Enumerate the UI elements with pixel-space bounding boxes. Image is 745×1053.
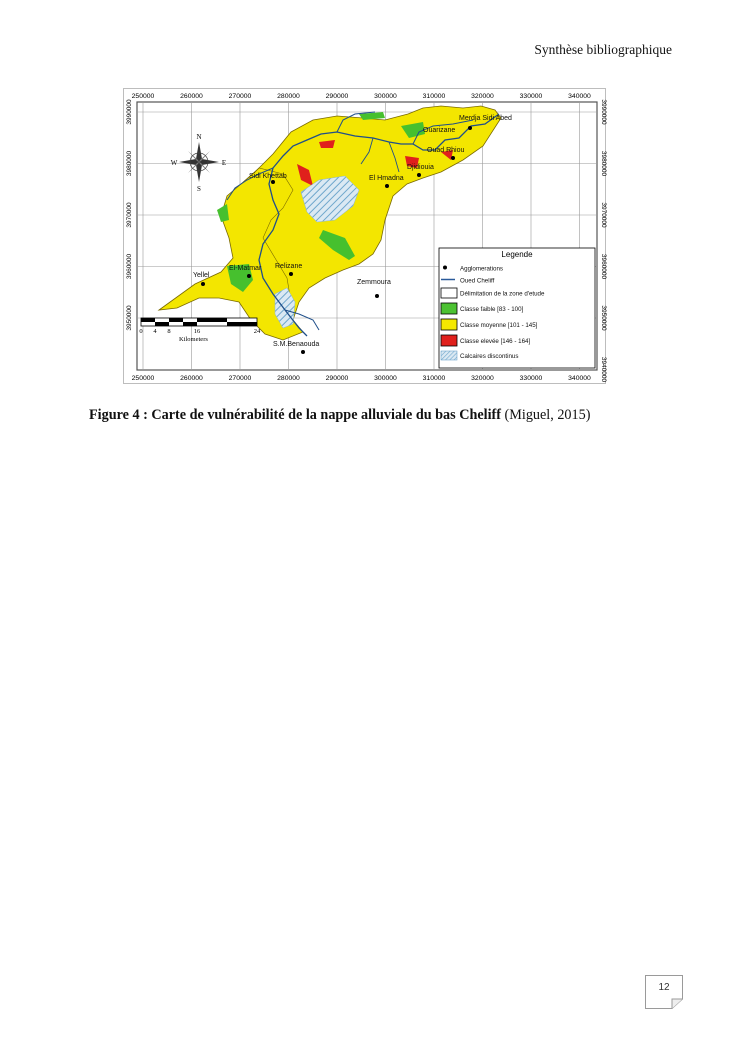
x-tick-label-top: 270000 bbox=[228, 93, 252, 100]
scale-tick-label: 0 bbox=[139, 328, 143, 335]
scale-tick-label: 24 bbox=[253, 328, 261, 335]
legend-swatch-hatch bbox=[441, 351, 457, 360]
scale-tick-label: 4 bbox=[153, 328, 157, 335]
x-tick-label-bottom: 280000 bbox=[277, 375, 300, 382]
x-tick-label-bottom: 330000 bbox=[519, 375, 543, 382]
map-legend bbox=[439, 248, 595, 368]
page-number-box bbox=[645, 975, 683, 1009]
legend-item-label: Classe moyenne [101 - 145] bbox=[460, 322, 538, 329]
x-tick-label-top: 250000 bbox=[131, 93, 155, 100]
y-tick-label-right: 3940000 bbox=[600, 356, 607, 383]
page-header-title: Synthèse bibliographique bbox=[534, 42, 672, 57]
agglomeration-dot bbox=[417, 173, 421, 177]
y-tick-label-left: 3950000 bbox=[126, 305, 133, 331]
legend-item-label: Agglomerations bbox=[460, 265, 503, 273]
y-tick-label-left: 3970000 bbox=[126, 202, 133, 228]
y-tick-label-left: 3980000 bbox=[126, 150, 133, 177]
y-tick-label-right: 3950000 bbox=[600, 305, 607, 331]
x-tick-label-top: 320000 bbox=[471, 93, 494, 100]
legend-swatch-box bbox=[441, 335, 457, 346]
compass-west: W bbox=[170, 159, 178, 167]
town-label: Ouarizane bbox=[423, 127, 456, 134]
figure-caption-citation: (Miguel, 2015) bbox=[504, 407, 591, 423]
x-tick-label-bottom: 260000 bbox=[180, 375, 203, 382]
town-label: S.M.Benaouda bbox=[273, 341, 320, 348]
y-tick-label-right: 3970000 bbox=[600, 202, 607, 228]
town-label: Zemmoura bbox=[357, 279, 391, 286]
x-tick-label-top: 280000 bbox=[277, 93, 300, 100]
x-tick-label-bottom: 310000 bbox=[422, 375, 446, 382]
legend-item-label: Calcaires discontinus bbox=[460, 353, 519, 360]
legend-swatch-box bbox=[441, 303, 457, 314]
figure-caption-label: Figure 4 : Carte de vulnérabilité de la nappe alluviale du bas Cheliff bbox=[89, 407, 501, 423]
x-tick-label-top: 260000 bbox=[180, 93, 203, 100]
town-label: Ouad Rhiou bbox=[427, 147, 465, 154]
legend-item-label: Classe faible [83 - 100] bbox=[460, 306, 524, 313]
agglomeration-dot bbox=[301, 350, 305, 354]
town-label: Sidi Khettab bbox=[249, 173, 287, 180]
legend-swatch-box bbox=[441, 319, 457, 330]
x-tick-label-top: 300000 bbox=[374, 93, 397, 100]
agglomeration-dot bbox=[289, 272, 293, 276]
agglomeration-dot bbox=[375, 294, 379, 298]
town-label: El-Matmar bbox=[229, 265, 262, 272]
town-label: Yellel bbox=[193, 272, 210, 279]
x-tick-label-top: 310000 bbox=[422, 93, 446, 100]
town-label: Djidiouia bbox=[407, 164, 434, 171]
x-tick-label-bottom: 300000 bbox=[374, 375, 397, 382]
agglomeration-dot bbox=[201, 282, 205, 286]
compass-south: S bbox=[197, 185, 201, 193]
x-tick-label-top: 290000 bbox=[325, 93, 349, 100]
scale-unit: Kilometers bbox=[179, 336, 208, 343]
compass-north: N bbox=[196, 133, 202, 141]
agglomeration-dot bbox=[271, 180, 275, 184]
legend-item-label: Oued Cheliff bbox=[460, 277, 495, 285]
scale-tick-label: 16 bbox=[193, 328, 201, 335]
y-tick-label-left: 3990000 bbox=[126, 99, 133, 125]
y-tick-label-right: 3960000 bbox=[600, 253, 607, 280]
x-tick-label-top: 340000 bbox=[568, 93, 591, 100]
page-number: 12 bbox=[658, 982, 670, 993]
scale-tick-label: 8 bbox=[167, 328, 171, 335]
legend-title: Legende bbox=[501, 250, 533, 259]
legend-item-label: Classe elevée [146 - 164] bbox=[460, 338, 531, 345]
legend-swatch-dot bbox=[443, 266, 447, 270]
legend-item-label: Délimitation de la zone d'etude bbox=[460, 290, 545, 298]
y-tick-label-right: 3990000 bbox=[600, 99, 607, 125]
vulnerability-map bbox=[123, 88, 606, 384]
figure-caption bbox=[89, 407, 590, 424]
x-tick-label-bottom: 290000 bbox=[325, 375, 349, 382]
agglomeration-dot bbox=[468, 126, 472, 130]
legend-swatch-box bbox=[441, 288, 457, 298]
agglomeration-dot bbox=[451, 156, 455, 160]
x-tick-label-bottom: 270000 bbox=[228, 375, 252, 382]
agglomeration-dot bbox=[385, 184, 389, 188]
x-tick-label-bottom: 250000 bbox=[131, 375, 155, 382]
town-label: Relizane bbox=[275, 263, 303, 270]
agglomeration-dot bbox=[247, 274, 251, 278]
y-tick-label-left: 3960000 bbox=[126, 253, 133, 280]
town-label: El Hmadna bbox=[369, 175, 404, 182]
town-label: Merdja Sidi Abed bbox=[459, 115, 512, 122]
x-tick-label-bottom: 320000 bbox=[471, 375, 494, 382]
compass-east: E bbox=[221, 159, 227, 167]
x-tick-label-bottom: 340000 bbox=[568, 375, 591, 382]
x-tick-label-top: 330000 bbox=[519, 93, 543, 100]
y-tick-label-right: 3980000 bbox=[600, 150, 607, 177]
